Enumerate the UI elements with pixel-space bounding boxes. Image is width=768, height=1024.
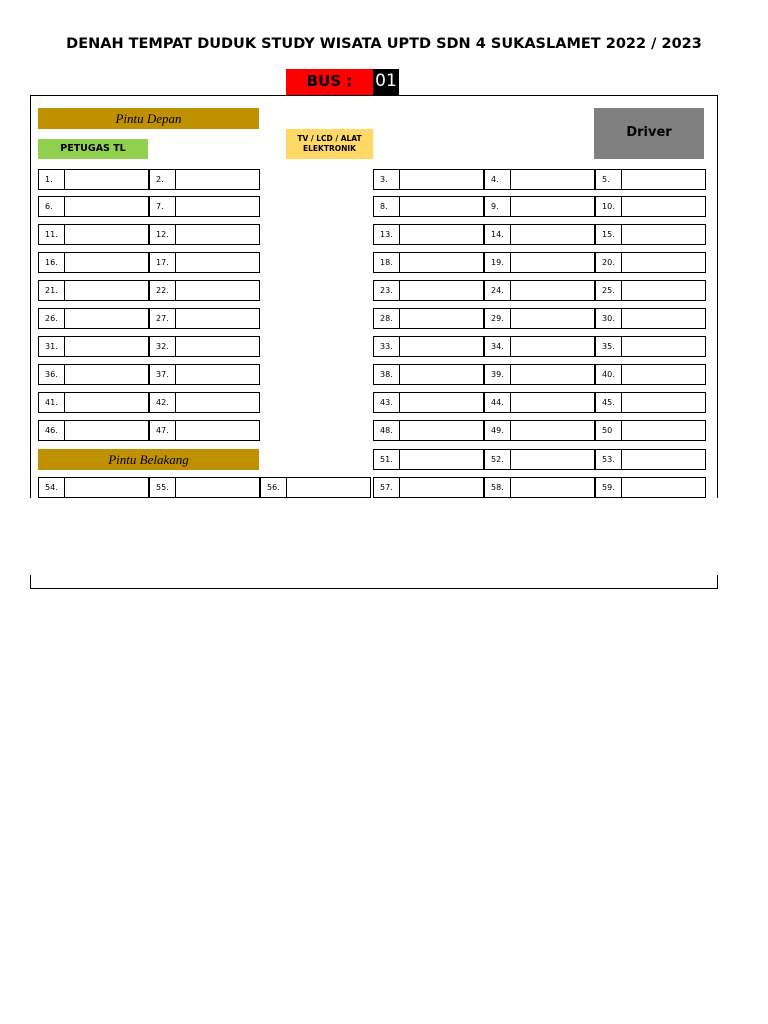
seat-number: 40. bbox=[596, 365, 622, 384]
bus-frame-left bbox=[30, 95, 31, 498]
seat-number: 16. bbox=[39, 253, 65, 272]
seat bbox=[373, 224, 484, 245]
seat-number: 24. bbox=[485, 281, 511, 300]
seat bbox=[373, 364, 484, 385]
seat bbox=[149, 420, 260, 441]
seat bbox=[484, 196, 595, 217]
seat-number: 56. bbox=[261, 478, 287, 497]
seat bbox=[149, 169, 260, 190]
seat-number: 6. bbox=[39, 197, 65, 216]
seat-number: 8. bbox=[374, 197, 400, 216]
seat-number: 1. bbox=[39, 170, 65, 189]
seat-number: 22. bbox=[150, 281, 176, 300]
back-door: Pintu Belakang bbox=[38, 449, 259, 470]
seat-number: 46. bbox=[39, 421, 65, 440]
bus-label: BUS : bbox=[286, 69, 373, 95]
seat-number: 31. bbox=[39, 337, 65, 356]
seat-number: 48. bbox=[374, 421, 400, 440]
seat-number: 35. bbox=[596, 337, 622, 356]
bus-frame-right bbox=[717, 95, 718, 498]
seat-number: 37. bbox=[150, 365, 176, 384]
seat-number: 9. bbox=[485, 197, 511, 216]
seat-number: 12. bbox=[150, 225, 176, 244]
seat-number: 4. bbox=[485, 170, 511, 189]
seat-number: 29. bbox=[485, 309, 511, 328]
petugas-tl: PETUGAS TL bbox=[38, 139, 148, 159]
seat-number: 32. bbox=[150, 337, 176, 356]
seat-number: 13. bbox=[374, 225, 400, 244]
seat bbox=[595, 308, 706, 329]
bus-frame-top bbox=[30, 95, 718, 96]
seat bbox=[149, 392, 260, 413]
seat-number: 53. bbox=[596, 450, 622, 469]
seat bbox=[149, 336, 260, 357]
seat-number: 54. bbox=[39, 478, 65, 497]
seat bbox=[373, 196, 484, 217]
seat bbox=[595, 224, 706, 245]
seat-number: 21. bbox=[39, 281, 65, 300]
seat bbox=[595, 420, 706, 441]
tv-label: TV / LCD / ALAT ELEKTRONIK bbox=[297, 134, 362, 153]
bus-frame-bottom bbox=[30, 575, 718, 589]
seat bbox=[595, 252, 706, 273]
seat-number: 19. bbox=[485, 253, 511, 272]
seat-number: 44. bbox=[485, 393, 511, 412]
seat bbox=[149, 224, 260, 245]
seat bbox=[484, 477, 595, 498]
seat bbox=[484, 336, 595, 357]
seat-number: 30. bbox=[596, 309, 622, 328]
seat bbox=[484, 169, 595, 190]
seat bbox=[595, 169, 706, 190]
seat-number: 14. bbox=[485, 225, 511, 244]
seat bbox=[38, 392, 149, 413]
seat-number: 28. bbox=[374, 309, 400, 328]
front-door: Pintu Depan bbox=[38, 108, 259, 129]
seat bbox=[373, 280, 484, 301]
seat-number: 41. bbox=[39, 393, 65, 412]
seat-number: 42. bbox=[150, 393, 176, 412]
seat bbox=[149, 477, 260, 498]
page-title: DENAH TEMPAT DUDUK STUDY WISATA UPTD SDN 4 SUKASLAMET 2022 / 2023 bbox=[66, 36, 702, 52]
seat-number: 18. bbox=[374, 253, 400, 272]
seat-number: 3. bbox=[374, 170, 400, 189]
seat-number: 45. bbox=[596, 393, 622, 412]
seat bbox=[38, 336, 149, 357]
seat-number: 26. bbox=[39, 309, 65, 328]
seat bbox=[484, 449, 595, 470]
seat bbox=[373, 336, 484, 357]
seat bbox=[260, 477, 371, 498]
seat-number: 43. bbox=[374, 393, 400, 412]
seat bbox=[38, 196, 149, 217]
seat-number: 52. bbox=[485, 450, 511, 469]
seat bbox=[595, 364, 706, 385]
driver-seat: Driver bbox=[594, 108, 704, 159]
seat-number: 34. bbox=[485, 337, 511, 356]
seat-number: 36. bbox=[39, 365, 65, 384]
seat bbox=[149, 308, 260, 329]
seat-number: 17. bbox=[150, 253, 176, 272]
seat bbox=[38, 252, 149, 273]
seat bbox=[373, 420, 484, 441]
seat-number: 57. bbox=[374, 478, 400, 497]
seat bbox=[373, 477, 484, 498]
seat-number: 11. bbox=[39, 225, 65, 244]
tv-lcd-box bbox=[286, 129, 373, 159]
seat-number: 55. bbox=[150, 478, 176, 497]
seat bbox=[149, 364, 260, 385]
seat bbox=[595, 392, 706, 413]
seat bbox=[373, 169, 484, 190]
seat bbox=[373, 252, 484, 273]
seat-number: 51. bbox=[374, 450, 400, 469]
seat-number: 20. bbox=[596, 253, 622, 272]
seat-number: 38. bbox=[374, 365, 400, 384]
seat-number: 2. bbox=[150, 170, 176, 189]
seat-number: 49. bbox=[485, 421, 511, 440]
bus-number: 01 bbox=[373, 69, 399, 95]
seat-number: 25. bbox=[596, 281, 622, 300]
seat bbox=[38, 280, 149, 301]
seat-number: 39. bbox=[485, 365, 511, 384]
seat bbox=[595, 477, 706, 498]
seat-number: 50 bbox=[596, 421, 622, 440]
seat bbox=[38, 364, 149, 385]
seat bbox=[149, 280, 260, 301]
seat-number: 23. bbox=[374, 281, 400, 300]
seat bbox=[484, 364, 595, 385]
seat bbox=[38, 420, 149, 441]
seat bbox=[373, 392, 484, 413]
seat bbox=[38, 224, 149, 245]
seat bbox=[484, 280, 595, 301]
seat bbox=[38, 169, 149, 190]
seat bbox=[373, 449, 484, 470]
seat bbox=[484, 392, 595, 413]
seat-number: 27. bbox=[150, 309, 176, 328]
seat-number: 10. bbox=[596, 197, 622, 216]
seat bbox=[38, 308, 149, 329]
seat-number: 15. bbox=[596, 225, 622, 244]
seat-number: 58. bbox=[485, 478, 511, 497]
seat-number: 33. bbox=[374, 337, 400, 356]
seat bbox=[149, 196, 260, 217]
seat bbox=[484, 308, 595, 329]
seat bbox=[595, 280, 706, 301]
seat bbox=[484, 252, 595, 273]
seat-number: 59. bbox=[596, 478, 622, 497]
seat bbox=[484, 420, 595, 441]
seat bbox=[38, 477, 149, 498]
seat bbox=[595, 196, 706, 217]
seat bbox=[595, 449, 706, 470]
seat bbox=[595, 336, 706, 357]
seat bbox=[484, 224, 595, 245]
seat-number: 47. bbox=[150, 421, 176, 440]
seat bbox=[149, 252, 260, 273]
seat-number: 7. bbox=[150, 197, 176, 216]
seat-number: 5. bbox=[596, 170, 622, 189]
seat bbox=[373, 308, 484, 329]
